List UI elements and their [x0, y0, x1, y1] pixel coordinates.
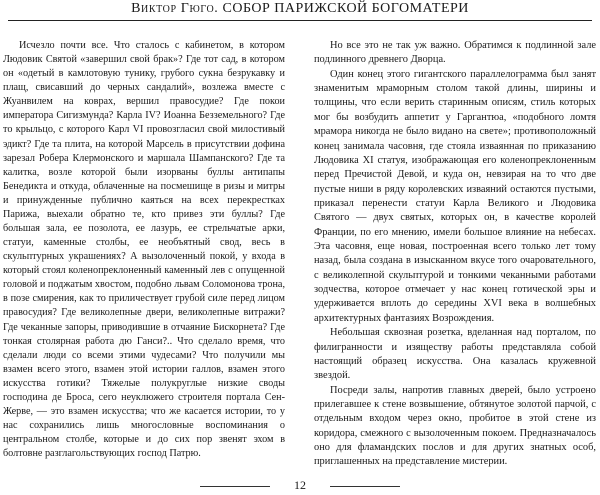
footer-rule-right — [330, 486, 400, 487]
footer-rule-left — [200, 486, 270, 487]
left-column — [3, 39, 285, 461]
paragraph: Небольшая сквозная розетка, вделанная над порталом, по филигранности и изяществу работы представляла собой настоящий образец искусства. Она казалась кружевной звездой. — [314, 327, 596, 382]
running-header — [0, 0, 600, 22]
header-title: СОБОР ПАРИЖСКОЙ БОГОМАТЕРИ — [222, 1, 469, 16]
paragraph: Исчезло почти все. Что сталось с кабинетом, в котором Людовик Святой «завершил свой брак»? Где тот сад, в котором он «одетый в камлотовую тунику, грубого сукна безрукавку и плащ, свисавший до черных сандалий», возлежа вместе с Жуанвилем на коврах, вершил правосудие? Где покои императора Сигизмунда? Карла IV? Иоанна Безземельного? Где то крыльцо, с которого Карл VI провозгласил свой милостивый эдикт? Где та плита, на которой Марсель в присутствии дофина зарезал Робера Клермонского и маршала Шампанского? Где та калитка, возле которой были изорваны буллы антипапы Бенедикта и откуда, облаченные на посмешище в ризы и митры и принужденные публично каяться на всех перекрестках Парижа, выехали обратно те, кто привез эти буллы? Где большая зала, ее позолота, ее лазурь, ее стрельчатые арки, статуи, каменные столбы, ее необъятный свод, весь в скульптурных украшениях? А вызолоченный покой, у входа в который стоял коленопреклоненный каменный лев с опущенной головой и поджатым хвостом, подобно львам Соломонова трона, в позе смирения, как то приличествует грубой силе перед лицом правосудия? Где великолепные двери, великолепные витражи? Где чеканные запоры, приводившие в отчаяние Бискорнета? Где тонкая столярная работа дю Ганси?.. Что сделало время, что сделали люди со всеми этими чудесами? Что получили мы взамен всего этого, взамен этой истории галлов, взамен этого искусства готики? Тяжелые полукруглые низкие своды господина де Броса, сего неуклюжего строителя портала Сен-Жерве, — это взамен искусства; что же касается истории, то у нас сохранились лишь многословные воспоминания о центральном столбе, которые и до сих пор звенят эхом в болтовне разглагольствующих господ Патрю. — [3, 40, 285, 460]
paragraph: Но все это не так уж важно. Обратимся к подлинной зале подлинного древнего Дворца. — [314, 40, 596, 66]
paragraph: Один конец этого гигантского параллелограмма был занят знаменитым мраморным столом такой длины, ширины и толщины, что если верить старинным описям, стиль которых мог бы возбудить аппетит у Гаргантюа, «подобного ломтя мрамора никогда не было видано на свете»; противоположный конец занимала часовня, где стояла изваянная по приказанию Людовика XI статуя, изображающая его коленопреклоненным перед Пречистой Девой, и куда он, невзирая на то что две пустые ниши в ряду королевских изваяний остаются пустыми, приказал перенести статуи Карла Великого и Людовика Святого — двух святых, которых он, в качестве королей Франции, по его мнению, имели большое влияние на небесах. Эта часовня, еще новая, построенная всего только лет тому назад, была создана в изысканном вкусе того очаровательного, с великолепной скульптурой и тонкими чеканными работами зодчества, которое отмечает у нас конец готической эры и удерживается вплоть до середины XVI века в волшебных архитектурных фантазиях Возрождения. — [314, 68, 596, 324]
right-column — [314, 39, 596, 470]
header-rule — [8, 20, 592, 21]
paragraph: Посреди залы, напротив главных дверей, было устроено прилегавшее к стене возвышение, обтянутое золотой парчой, с отдельным входом через окно, пробитое в этой стене из коридора, смежного с вызолоченным покоем. Предназначалось оно для фламандских послов и для других знатных особ, приглашенных на представление мистерии. — [314, 384, 596, 468]
page-footer — [0, 478, 600, 495]
header-author: Виктор Гюго. — [131, 1, 219, 16]
page-number: 12 — [294, 478, 306, 492]
